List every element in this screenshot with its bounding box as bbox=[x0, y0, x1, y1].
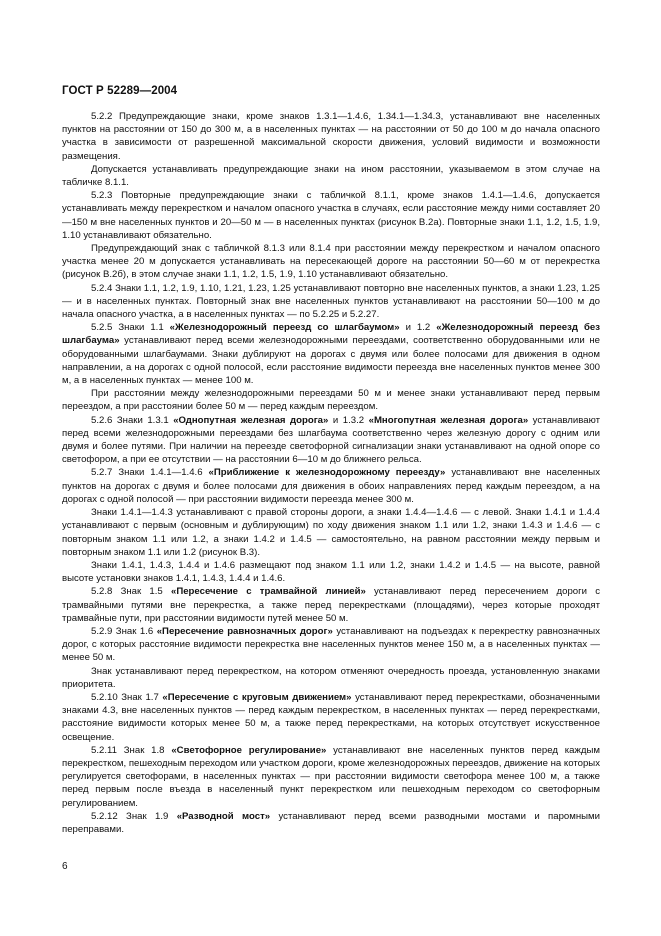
paragraph: 5.2.9 Знак 1.6 «Пересечение равнозначных дорог» устанавливают на подъездах к перекрестку равнозначных дорог, с которых расстояние видимости перекрестка вне населенных пунктов менее 150 м, а в населенных пунктах — менее 50 м. bbox=[62, 625, 600, 664]
paragraph: 5.2.3 Повторные предупреждающие знаки с табличкой 8.1.1, кроме знаков 1.4.1—1.4.6, допускается устанавливать между перекрестком и началом опасного участка в случаях, если расстояние между ними составляет 20—150 м вне населенных пунктов и 20—50 м — в населенных пунктах (рисунок В.2а). Повторные знаки 1.1, 1.2, 1.5, 1.9, 1.10 устанавливают обязательно. bbox=[62, 190, 600, 241]
sign-name: «Многопутная железная дорога» bbox=[368, 414, 529, 426]
sign-name: «Пересечение с трамвайной линией» bbox=[170, 586, 366, 598]
sign-name: «Разводной мост» bbox=[176, 810, 271, 822]
sign-name: «Светофорное регулирование» bbox=[171, 744, 327, 756]
page-number: 6 bbox=[62, 861, 68, 872]
sign-name: «Пересечение равнозначных дорог» bbox=[156, 625, 333, 637]
paragraph: 5.2.5 Знаки 1.1 «Железнодорожный переезд со шлагбаумом» и 1.2 «Железнодорожный переезд без шлагбаума» устанавливают перед всеми железнодорожными переездами, соответственно оборудованными или не оборудованными шлагбаумами. Знаки дублируют на дорогах с двумя или более полосами для движения в одном направлении, а на дорогах с одной полосой, если расстояние видимости переезда вне населенных пунктов менее 300 м, а в населенных пунктах — менее 100 м. bbox=[62, 322, 601, 387]
paragraph: Знак устанавливают перед перекрестком, на котором отменяют очередность проезда, установленную знаками приоритета. bbox=[62, 665, 600, 690]
paragraph: 5.2.11 Знак 1.8 «Светофорное регулирование» устанавливают вне населенных пунктов перед каждым перекрестком, пешеходным переходом или участком дороги, кроме железнодорожных переездов, движение на которых регулируется светофорами, в населенных пунктах — при расстоянии видимости светофора менее 100 м, а также перед первым после въезда в населенный пункт перекрестком или пешеходным переходом со светофорным регулированием. bbox=[62, 744, 601, 809]
paragraph: 5.2.10 Знак 1.7 «Пересечение с круговым движением» устанавливают перед перекрестками, обозначенными знаками 4.3, вне населенных пунктов — перед каждым перекрестком, в населенных пунктах — перед перекрестками, расстояние видимости которых менее 50 м, а также перед перекрестками, на которых отсутствует искусственное освещение. bbox=[62, 691, 600, 743]
paragraph: Допускается устанавливать предупреждающие знаки на ином расстоянии, указываемом в этом случае на табличке 8.1.1. bbox=[62, 163, 600, 189]
paragraph: При расстоянии между железнодорожными переездами 50 м и менее знаки устанавливают перед первым переездом, а при расстоянии более 50 м — перед каждым переездом. bbox=[62, 388, 600, 413]
paragraph: 5.2.6 Знаки 1.3.1 «Однопутная железная дорога» и 1.3.2 «Многопутная железная дорога» устанавливают перед всеми железнодорожными переездами без шлагбаума соответственно через железную дорогу с одним или двумя и более путями. При наличии на переезде светофорной сигнализации знаки устанавливают на одной опоре со светофором, а при ее отсутствии — на расстоянии 6—10 м до ближнего рельса. bbox=[62, 414, 600, 466]
sign-name: «Железнодорожный переезд без шлагбаума» bbox=[62, 322, 601, 347]
document-header: ГОСТ Р 52289—2004 bbox=[62, 85, 178, 97]
paragraph: Знаки 1.4.1—1.4.3 устанавливают с правой стороны дороги, а знаки 1.4.4—1.4.6 — с левой. Знаки 1.4.1 и 1.4.4 устанавливают с первым (основным и дублирующим) по ходу движения знаком 1.1 или 1.2, знаки 1.4.3 и 1.4.6 — с повторным знаком 1.1 или 1.2, а знаки 1.4.2 и 1.4.5 — самостоятельно, на равном расстоянии между первым и повторным знаком 1.1 или 1.2 (рисунок В.3). bbox=[62, 507, 600, 558]
paragraph: Предупреждающий знак с табличкой 8.1.3 или 8.1.4 при расстоянии между перекрестком и началом опасного участка менее 20 м допускается устанавливать на пересекающей дороге на расстоянии 50—60 м от перекрестка (рисунок В.2б), в этом случае знаки 1.1, 1.2, 1.5, 1.9, 1.10 устанавливают обязательно. bbox=[62, 243, 600, 281]
sign-name: «Приближение к железнодорожному переезду» bbox=[208, 467, 446, 479]
paragraph: 5.2.8 Знак 1.5 «Пересечение с трамвайной линией» устанавливают перед пересечением дороги с трамвайными путями вне перекрестка, а также перед перекрестками (площадями), через которые проходят трамвайные пути, при расстоянии видимости путей менее 50 м. bbox=[62, 586, 601, 624]
sign-name: «Однопутная железная дорога» bbox=[173, 414, 329, 426]
paragraph: Знаки 1.4.1, 1.4.3, 1.4.4 и 1.4.6 размещают под знаком 1.1 или 1.2, знаки 1.4.2 и 1.4.5 — на высоте, равной высоте установки знаков 1.4.1, 1.4.3, 1.4.4 и 1.4.6. bbox=[62, 559, 600, 585]
paragraph: 5.2.2 Предупреждающие знаки, кроме знаков 1.3.1—1.4.6, 1.34.1—1.34.3, устанавливают вне населенных пунктов на расстоянии от 150 до 300 м, а в населенных пунктах — на расстоянии от 50 до 100 м до начала опасного участка в зависимости от разрешенной максимальной скорости движения, условий видимости и возможности размещения. bbox=[62, 111, 600, 162]
paragraph: 5.2.7 Знаки 1.4.1—1.4.6 «Приближение к железнодорожному переезду» устанавливают вне населенных пунктов на дорогах с двумя и более полосами для движения в обоих направлениях перед каждым переездом, а на дорогах с одной полосой — при расстоянии видимости переезда менее 300 м. bbox=[62, 467, 600, 505]
paragraph: 5.2.12 Знак 1.9 «Разводной мост» устанавливают перед всеми разводными мостами и паромными переправами. bbox=[62, 810, 600, 835]
sign-name: «Пересечение с круговым движением» bbox=[162, 691, 352, 703]
paragraph: 5.2.4 Знаки 1.1, 1.2, 1.9, 1.10, 1.21, 1.23, 1.25 устанавливают повторно вне населенных пунктов, а знаки 1.23, 1.25 — и в населенных пунктах. Повторный знак вне населенных пунктов устанавливают на расстоянии 50—100 м до начала опасного участка, а в населенных пунктах — по 5.2.25 и 5.2.27. bbox=[62, 282, 600, 321]
sign-name: «Железнодорожный переезд со шлагбаумом» bbox=[169, 322, 400, 334]
document-body bbox=[62, 110, 600, 836]
